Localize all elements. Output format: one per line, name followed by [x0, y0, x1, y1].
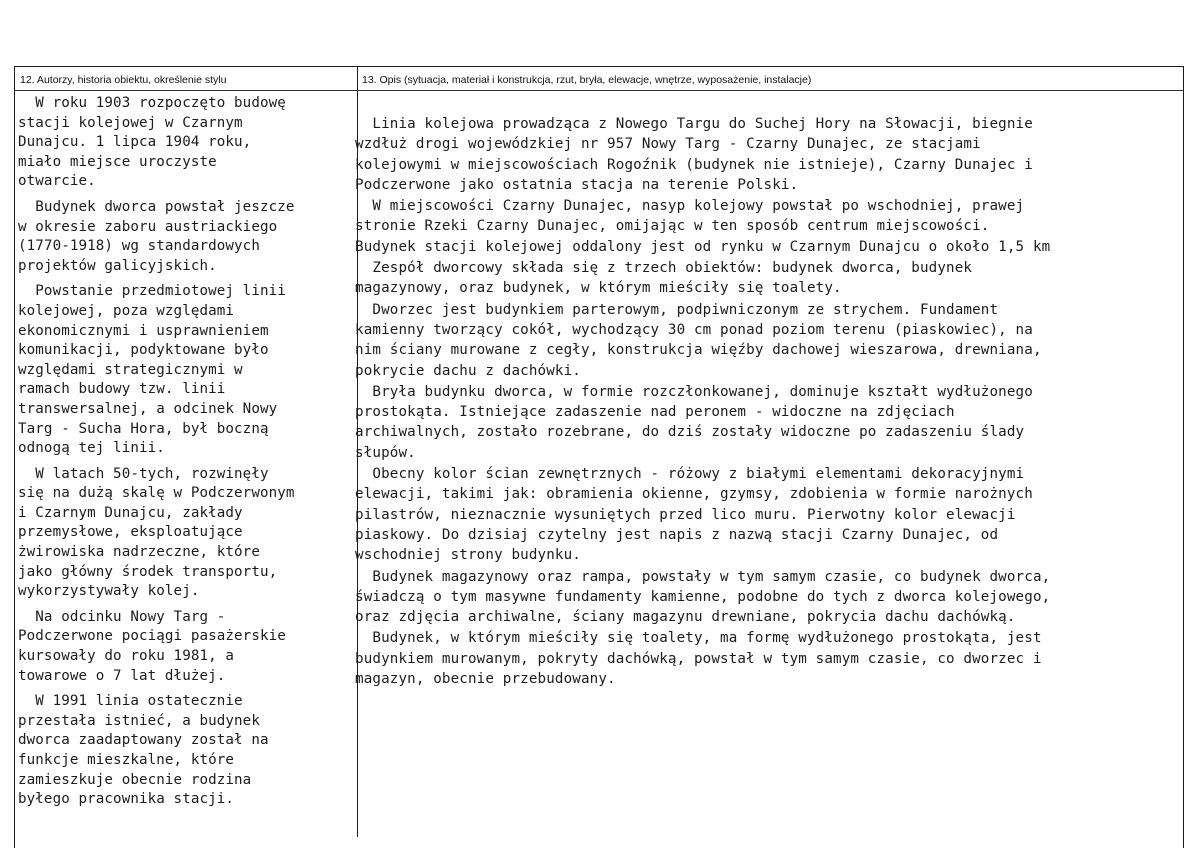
history-paragraph: Budynek dworca powstał jeszcze w okresie zaboru austriackiego (1770-1918) wg standardowych projektów galicyjskich. [18, 198, 295, 274]
history-paragraph: W 1991 linia ostatecznie przestała istnieć, a budynek dworca zaadaptowany został na funkcje mieszkalne, które zamieszkuje obecnie rodzina byłego pracownika stacji. [18, 693, 269, 808]
history-column [18, 94, 356, 816]
description-paragraph: Budynek magazynowy oraz rampa, powstały w tym samym czasie, co budynek dworca, świadczą o tym masywne fundamenty kamienne, podobne do tych z dworca kolejowego, oraz zdjęcia archiwalne, ściany magazynu drewniane, pokrycia dachu dachówką. [355, 568, 1051, 626]
history-paragraph: W roku 1903 rozpoczęto budowę stacji kolejowej w Czarnym Dunajcu. 1 lipca 1904 roku, miało miejsce uroczyste otwarcie. [18, 95, 286, 190]
description-paragraph: Linia kolejowa prowadząca z Nowego Targu do Suchej Hory na Słowacji, biegnie wzdłuż drogi wojewódzkiej nr 957 Nowy Targ - Czarny Dunajec, ze stacjami kolejowymi w miejscowościach Rogoźnik (budynek nie istnieje), Czarny Dunajec i Podczerwone jako ostatnia stacja na terenie Polski. [355, 116, 1033, 193]
history-paragraph: Powstanie przedmiotowej linii kolejowej, poza względami ekonomicznymi i usprawnieniem komunikacji, podyktowane było względami strategicznymi w ramach budowy tzw. linii transwersalnej, a odcinek Nowy Targ - Sucha Hora, był boczną odnogą tej linii. [18, 283, 286, 457]
description-column [355, 114, 1181, 689]
section-12-header: 12. Autorzy, historia obiektu, określenie stylu [20, 74, 227, 86]
history-paragraph: W latach 50-tych, rozwinęły się na dużą skalę w Podczerwonym i Czarnym Dunajcu, zakłady przemysłowe, eksploatujące żwirowiska nadrzeczne, które jako główny środek transportu, wykorzystywały kolej. [18, 465, 295, 600]
description-paragraph: Budynek, w którym mieściły się toalety, ma formę wydłużonego prostokąta, jest budynkiem murowanym, pokryty dachówką, powstał w tym samym czasie, co dworzec i magazyn, obecnie przebudowany. [355, 630, 1042, 688]
header-rule [15, 90, 1183, 91]
history-paragraph: Na odcinku Nowy Targ - Podczerwone pociągi pasażerskie kursowały do roku 1981, a towarowe o 7 lat dłużej. [18, 608, 286, 684]
description-paragraph: Dworzec jest budynkiem parterowym, podpiwniczonym ze strychem. Fundament kamienny tworzący cokół, wychodzący 30 cm ponad poziom terenu (piaskowiec), na nim ściany murowane z cegły, konstrukcja więźby dachowej wieszarowa, drewniana, pokrycie dachu z dachówki. [355, 301, 1042, 379]
description-paragraph: Bryła budynku dworca, w formie rozczłonkowanej, dominuje kształt wydłużonego prostokąta. Istniejące zadaszenie nad peronem - widoczne na zdjęciach archiwalnych, zostało rozebrane, do dziś zostały widoczne po zadaszeniu ślady słupów. [355, 383, 1033, 461]
description-paragraph: Zespół dworcowy składa się z trzech obiektów: budynek dworca, budynek magazynowy, oraz budynek, w którym mieściły się toalety. [355, 260, 973, 297]
section-13-header: 13. Opis (sytuacja, materiał i konstrukcja, rzut, bryła, elewacje, wnętrze, wyposażenie, instalacje) [362, 74, 812, 86]
description-paragraph: W miejscowości Czarny Dunajec, nasyp kolejowy powstał po wschodniej, prawej stronie Rzeki Czarny Dunajec, omijając w ten sposób centrum miejscowości. Budynek stacji kolejowej oddalony jest od rynku w Czarnym Dunajcu o około 1,5 km [355, 198, 1051, 255]
description-paragraph: Obecny kolor ścian zewnętrznych - różowy z białymi elementami dekoracyjnymi elewacji, takimi jak: obramienia okienne, gzymsy, zdobienia w formie narożnych pilastrów, nieznacznie wysuniętych przed lico muru. Pierwotny kolor elewacji piaskowy. Do dzisiaj czytelny jest napis z nazwą stacji Czarny Dunajec, od wschodniej strony budynku. [355, 466, 1033, 564]
